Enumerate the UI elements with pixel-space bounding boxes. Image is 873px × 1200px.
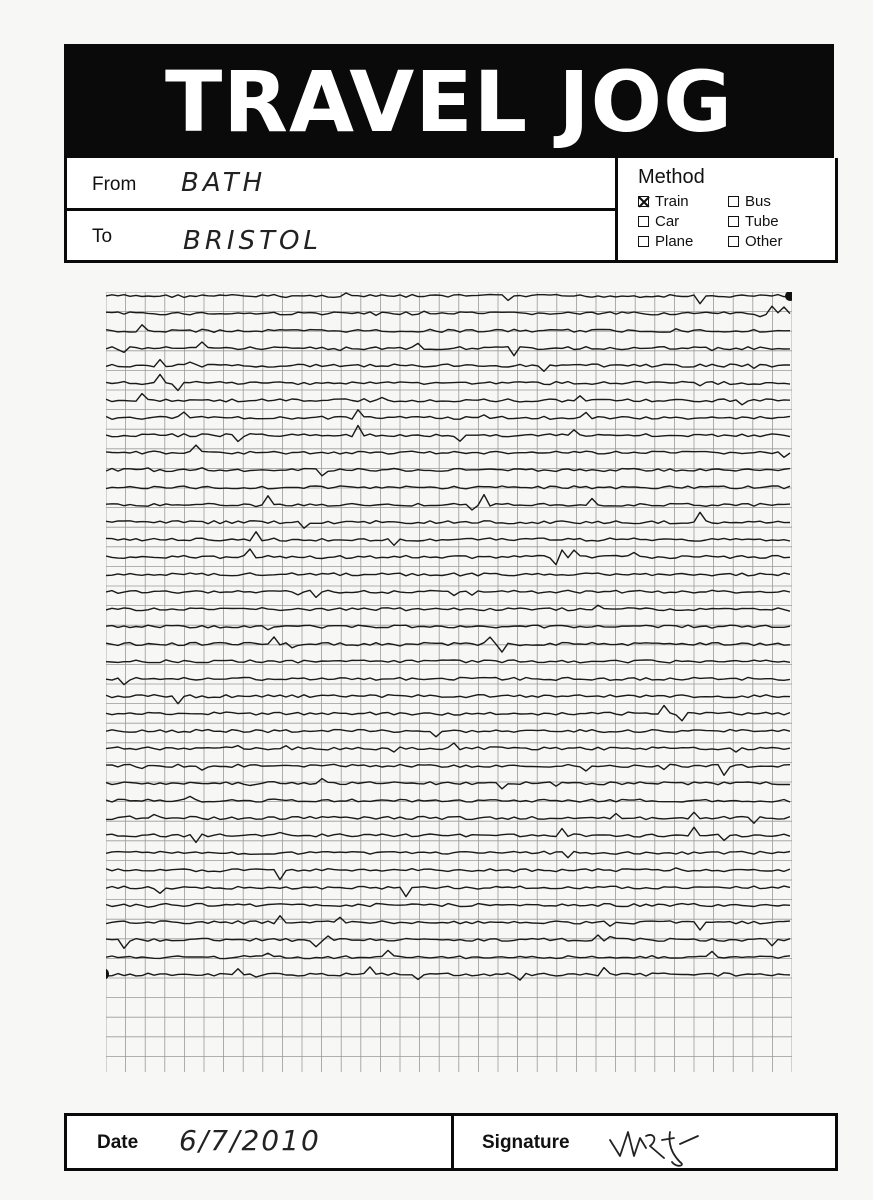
form-title: TRAVEL JOG <box>64 44 834 160</box>
method-option-train[interactable] <box>638 193 689 210</box>
pen-trace-line <box>106 950 790 958</box>
to-value: BRISTOL <box>183 226 322 256</box>
method-option-plane[interactable] <box>638 233 693 250</box>
pen-trace-line <box>106 590 790 597</box>
pen-trace-line <box>106 549 790 565</box>
pen-trace-line <box>106 532 790 546</box>
grid-lines <box>106 292 792 1072</box>
from-label: From <box>92 174 137 195</box>
pen-trace-line <box>106 445 790 457</box>
pen-trace-line <box>106 904 790 908</box>
pen-trace-line <box>106 426 790 442</box>
method-section <box>618 158 835 260</box>
start-dot-icon <box>785 292 792 301</box>
pen-trace-line <box>106 374 790 390</box>
date-value: 6/7/2010 <box>179 1124 321 1157</box>
pen-trace-line <box>106 394 790 405</box>
method-title: Method <box>638 166 705 188</box>
from-value: BATH <box>181 168 267 198</box>
pen-trace-line <box>106 468 790 476</box>
method-option-label: Car <box>655 213 680 230</box>
checkbox-icon <box>728 216 739 227</box>
pen-trace-line <box>106 293 790 304</box>
pen-trace-line <box>106 935 790 948</box>
pen-trace-line <box>106 360 790 372</box>
date-label: Date <box>97 1132 139 1153</box>
signature-image <box>602 1118 722 1168</box>
method-option-other[interactable] <box>728 233 783 250</box>
pen-trace-line <box>106 779 790 789</box>
to-row <box>67 210 615 260</box>
pen-trace-line <box>106 743 790 752</box>
graph-paper <box>106 292 792 1072</box>
route-fields <box>67 158 618 260</box>
method-option-label: Other <box>745 233 783 250</box>
method-option-bus[interactable] <box>728 193 771 210</box>
date-cell <box>67 1116 454 1168</box>
pen-trace-line <box>106 695 790 704</box>
jog-trace-grid <box>106 292 792 1072</box>
pen-trace-line <box>106 868 790 880</box>
pen-trace-line <box>106 764 790 775</box>
pen-trace-line <box>106 410 790 420</box>
pen-trace-line <box>106 796 790 802</box>
checkbox-checked-icon <box>638 196 649 207</box>
checkbox-icon <box>728 236 739 247</box>
pen-trace-line <box>106 706 790 721</box>
method-option-label: Tube <box>745 213 779 230</box>
pen-traces <box>106 293 790 980</box>
method-option-label: Bus <box>745 193 771 210</box>
pen-trace-line <box>106 625 790 630</box>
signature-cell <box>454 1116 835 1168</box>
pen-trace-line <box>106 886 790 897</box>
checkbox-icon <box>638 236 649 247</box>
to-label: To <box>92 226 113 247</box>
from-row <box>67 158 615 211</box>
method-option-tube[interactable] <box>728 213 779 230</box>
method-option-label: Plane <box>655 233 694 250</box>
pen-trace-line <box>106 342 790 356</box>
checkbox-icon <box>728 196 739 207</box>
route-box <box>64 158 838 263</box>
pen-trace-line <box>106 660 790 663</box>
signature-label: Signature <box>482 1132 570 1153</box>
pen-trace-line <box>106 916 790 930</box>
pen-trace-line <box>106 573 790 576</box>
pen-trace-line <box>106 827 790 842</box>
pen-trace-line <box>106 677 790 684</box>
method-option-car[interactable] <box>638 213 679 230</box>
pen-trace-line <box>106 851 790 857</box>
pen-trace-line <box>106 512 790 528</box>
method-option-label: Train <box>655 193 689 210</box>
pen-trace-line <box>106 605 790 611</box>
pen-trace-line <box>106 730 790 737</box>
footer-box <box>64 1113 838 1171</box>
checkbox-icon <box>638 216 649 227</box>
